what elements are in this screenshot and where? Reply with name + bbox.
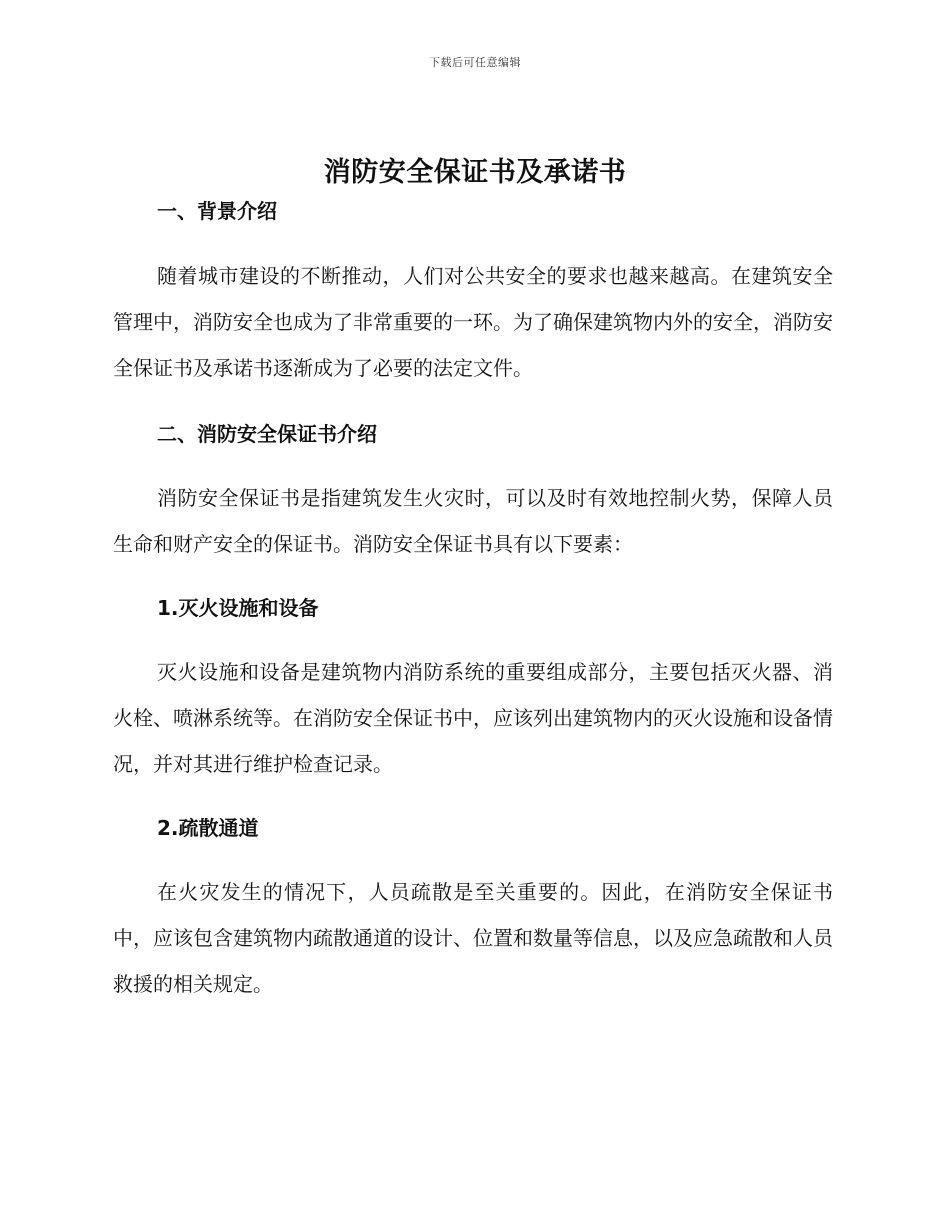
section-heading-background: 一、背景介绍 bbox=[157, 199, 277, 223]
document-body bbox=[113, 196, 833, 1007]
section-heading-guarantee-intro: 二、消防安全保证书介绍 bbox=[157, 422, 377, 446]
section-heading-fire-equipment: 1.灭火设施和设备 bbox=[157, 596, 319, 620]
document-title: 消防安全保证书及承诺书 bbox=[323, 157, 627, 188]
section-paragraph-guarantee-intro: 消防安全保证书是指建筑发生火灾时，可以及时有效地控制火势，保障人员生命和财产安全的保证书。消防安全保证书具有以下要素： bbox=[113, 486, 833, 556]
section-paragraph-fire-equipment: 灭火设施和设备是建筑物内消防系统的重要组成部分，主要包括灭火器、消火栓、喷淋系统等。在消防安全保证书中，应该列出建筑物内的灭火设施和设备情况，并对其进行维护检查记录。 bbox=[113, 660, 833, 776]
section-paragraph-background: 随着城市建设的不断推动，人们对公共安全的要求也越来越高。在建筑安全管理中，消防安全也成为了非常重要的一环。为了确保建筑物内外的安全，消防安全保证书及承诺书逐渐成为了必要的法定文件。 bbox=[113, 264, 833, 380]
section-heading-evacuation: 2.疏散通道 bbox=[157, 816, 259, 840]
section-paragraph-evacuation: 在火灾发生的情况下，人员疏散是至关重要的。因此，在消防安全保证书中，应该包含建筑物内疏散通道的设计、位置和数量等信息，以及应急疏散和人员救援的相关规定。 bbox=[113, 880, 833, 996]
page-header-note: 下载后可任意编辑 bbox=[429, 56, 521, 69]
